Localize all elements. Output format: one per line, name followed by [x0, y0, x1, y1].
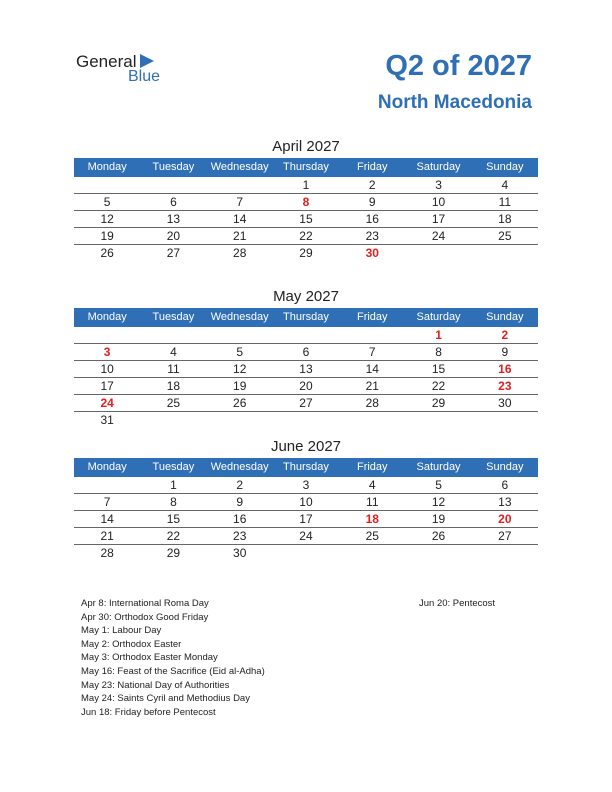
month-title: April 2027 — [272, 138, 340, 155]
week-row — [74, 327, 538, 344]
day-cell: 16 — [233, 512, 247, 526]
day-cell: 5 — [103, 195, 111, 209]
day-cell: 24 — [299, 529, 313, 543]
day-cell: 24 — [431, 229, 446, 243]
day-cell — [207, 412, 273, 429]
day-cell: 5 — [236, 345, 244, 359]
weekday-label: Wednesday — [210, 461, 269, 473]
day-cell: 5 — [435, 478, 442, 492]
week-row — [74, 412, 538, 429]
day-cell: 29 — [431, 396, 446, 410]
day-cell — [74, 477, 140, 493]
day-cell: 8 — [170, 495, 177, 509]
week-row — [74, 395, 538, 412]
day-cell — [273, 412, 339, 429]
day-cell: 26 — [431, 529, 446, 543]
day-cell: 28 — [233, 246, 247, 260]
day-cell: 19 — [431, 512, 446, 526]
day-cell: 18 — [498, 212, 512, 226]
week-row — [74, 477, 538, 494]
day-cell: 12 — [100, 212, 114, 226]
holiday-list — [81, 597, 381, 719]
weekday-label: Saturday — [416, 311, 461, 323]
day-cell: 19 — [100, 229, 114, 243]
day-cell: 23 — [498, 379, 512, 393]
holiday-list-item: May 2: Orthodox Easter — [81, 638, 182, 650]
day-cell: 27 — [166, 246, 181, 260]
month-title: June 2027 — [270, 438, 342, 455]
month-calendar-april — [74, 136, 538, 262]
day-cell: 29 — [166, 546, 181, 560]
weekday-label: Sunday — [486, 311, 524, 323]
day-cell: 8 — [435, 345, 442, 359]
day-cell: 14 — [100, 512, 114, 526]
weekday-label: Friday — [356, 161, 388, 173]
week-row — [74, 361, 538, 378]
weekday-label: Tuesday — [152, 461, 195, 473]
day-cell: 9 — [236, 495, 244, 509]
day-cell: 12 — [431, 495, 446, 509]
day-cell — [405, 412, 471, 429]
day-cell — [207, 327, 273, 343]
day-cell: 17 — [299, 512, 313, 526]
day-cell: 4 — [170, 345, 177, 359]
day-cell: 2 — [501, 328, 509, 342]
logo-triangle-icon — [140, 54, 154, 68]
day-cell: 13 — [299, 362, 313, 376]
day-cell: 6 — [170, 195, 177, 209]
day-cell: 3 — [103, 345, 111, 359]
day-cell — [140, 177, 206, 193]
day-cell: 30 — [365, 246, 379, 260]
day-cell: 20 — [166, 229, 181, 243]
week-row — [74, 545, 538, 562]
day-cell: 23 — [233, 529, 247, 543]
day-cell: 19 — [233, 379, 247, 393]
day-cell: 20 — [498, 512, 512, 526]
day-cell — [140, 327, 206, 343]
day-cell: 15 — [166, 512, 181, 526]
day-cell: 1 — [302, 178, 310, 192]
day-cell: 13 — [166, 212, 181, 226]
day-cell — [472, 412, 538, 429]
holiday-list-item: May 16: Feast of the Sacrifice (Eid al-Adha) — [81, 665, 265, 677]
day-cell: 7 — [368, 345, 376, 359]
weekday-label: Tuesday — [152, 161, 195, 173]
holiday-list-item: Jun 18: Friday before Pentecost — [81, 706, 216, 718]
day-cell — [339, 327, 405, 343]
day-cell: 4 — [501, 178, 509, 192]
day-cell: 26 — [100, 246, 114, 260]
day-cell — [273, 545, 339, 562]
day-cell: 7 — [236, 195, 244, 209]
day-cell: 26 — [233, 396, 247, 410]
day-cell: 18 — [166, 379, 181, 393]
day-cell: 18 — [365, 512, 379, 526]
day-cell — [140, 412, 206, 429]
weekday-label: Saturday — [416, 461, 461, 473]
day-cell — [339, 545, 405, 562]
holiday-list-item: May 3: Orthodox Easter Monday — [81, 652, 218, 664]
day-cell: 22 — [166, 529, 181, 543]
day-cell: 7 — [103, 495, 111, 509]
day-cell: 21 — [365, 379, 379, 393]
week-row — [74, 528, 538, 545]
weekday-label: Saturday — [416, 161, 461, 173]
weekday-label: Tuesday — [152, 311, 195, 323]
day-cell — [472, 545, 538, 562]
weekday-label: Wednesday — [210, 311, 269, 323]
weekday-label: Thursday — [283, 161, 329, 173]
day-cell — [74, 327, 140, 343]
day-cell: 6 — [501, 478, 509, 492]
day-cell: 6 — [302, 345, 310, 359]
day-cell: 22 — [431, 379, 446, 393]
week-row — [74, 245, 538, 262]
day-cell — [74, 177, 140, 193]
day-cell: 3 — [302, 478, 310, 492]
week-row — [74, 228, 538, 245]
day-cell: 24 — [100, 396, 114, 410]
day-cell: 21 — [233, 229, 247, 243]
page-title: Q2 of 2027 — [385, 50, 532, 82]
holiday-list-item: May 24: Saints Cyril and Methodius Day — [81, 693, 250, 705]
day-cell: 12 — [233, 362, 247, 376]
day-cell: 27 — [498, 529, 512, 543]
day-cell: 11 — [167, 362, 180, 376]
country-name: North Macedonia — [377, 92, 532, 113]
logo-text-blue: Blue — [128, 68, 161, 85]
weekday-label: Monday — [87, 311, 127, 323]
day-cell — [273, 327, 339, 343]
day-cell: 10 — [100, 362, 114, 376]
day-cell: 20 — [299, 379, 313, 393]
day-cell: 10 — [299, 495, 313, 509]
weekday-label: Friday — [356, 311, 388, 323]
weekday-label: Sunday — [486, 461, 524, 473]
day-cell: 25 — [166, 396, 181, 410]
holiday-list-item: May 23: National Day of Authorities — [81, 679, 230, 691]
holiday-list-secondary — [419, 597, 495, 611]
day-cell — [207, 177, 273, 193]
day-cell: 30 — [498, 396, 512, 410]
day-cell: 16 — [365, 212, 379, 226]
week-row — [74, 211, 538, 228]
day-cell: 29 — [299, 246, 313, 260]
weekday-label: Monday — [87, 461, 127, 473]
day-cell: 14 — [233, 212, 247, 226]
weekday-label: Wednesday — [210, 161, 269, 173]
weekday-label: Thursday — [283, 311, 329, 323]
day-cell: 11 — [498, 195, 512, 209]
day-cell: 2 — [368, 178, 376, 192]
day-cell: 27 — [299, 396, 313, 410]
month-title: May 2027 — [273, 288, 339, 305]
week-row — [74, 378, 538, 395]
day-cell: 30 — [233, 546, 247, 560]
weekday-label: Monday — [87, 161, 127, 173]
weekday-header-row — [74, 308, 538, 327]
day-cell: 3 — [435, 178, 442, 192]
weekday-header-row — [74, 158, 538, 177]
day-cell: 1 — [435, 328, 442, 342]
day-cell: 31 — [100, 413, 114, 427]
day-cell: 10 — [431, 195, 446, 209]
day-cell: 28 — [100, 546, 114, 560]
day-cell: 22 — [299, 229, 313, 243]
day-cell: 9 — [501, 345, 509, 359]
day-cell: 28 — [365, 396, 379, 410]
day-cell: 15 — [431, 362, 446, 376]
day-cell: 23 — [365, 229, 379, 243]
holiday-list-item: Apr 30: Orthodox Good Friday — [81, 611, 209, 623]
day-cell: 21 — [100, 529, 114, 543]
day-cell: 4 — [368, 478, 376, 492]
week-row — [74, 494, 538, 511]
day-cell — [405, 545, 471, 562]
week-row — [74, 177, 538, 194]
day-cell: 2 — [236, 478, 244, 492]
day-cell: 9 — [368, 195, 376, 209]
day-cell: 25 — [498, 229, 512, 243]
day-cell: 17 — [100, 379, 114, 393]
weekday-label: Friday — [356, 461, 388, 473]
weekday-header-row — [74, 458, 538, 477]
day-cell: 13 — [498, 495, 512, 509]
day-cell: 16 — [498, 362, 512, 376]
day-cell — [339, 412, 405, 429]
month-calendar-june — [74, 436, 538, 562]
day-cell: 14 — [365, 362, 379, 376]
week-row — [74, 344, 538, 361]
week-row — [74, 194, 538, 211]
day-cell: 11 — [366, 495, 379, 509]
day-cell: 17 — [431, 212, 446, 226]
weekday-label: Thursday — [283, 461, 329, 473]
holiday-list-item: Apr 8: International Roma Day — [81, 598, 209, 609]
week-row — [74, 511, 538, 528]
day-cell: 1 — [170, 478, 177, 492]
day-cell — [472, 245, 538, 262]
day-cell: 15 — [299, 212, 313, 226]
day-cell: 8 — [302, 195, 310, 209]
holiday-list-item: May 1: Labour Day — [81, 625, 162, 637]
logo-text-general: General — [76, 52, 137, 71]
weekday-label: Sunday — [486, 161, 524, 173]
day-cell: 25 — [365, 529, 379, 543]
month-calendar-may — [74, 286, 538, 429]
logo — [76, 52, 176, 88]
holiday-list-item: Jun 20: Pentecost — [419, 598, 496, 609]
day-cell — [405, 245, 471, 262]
